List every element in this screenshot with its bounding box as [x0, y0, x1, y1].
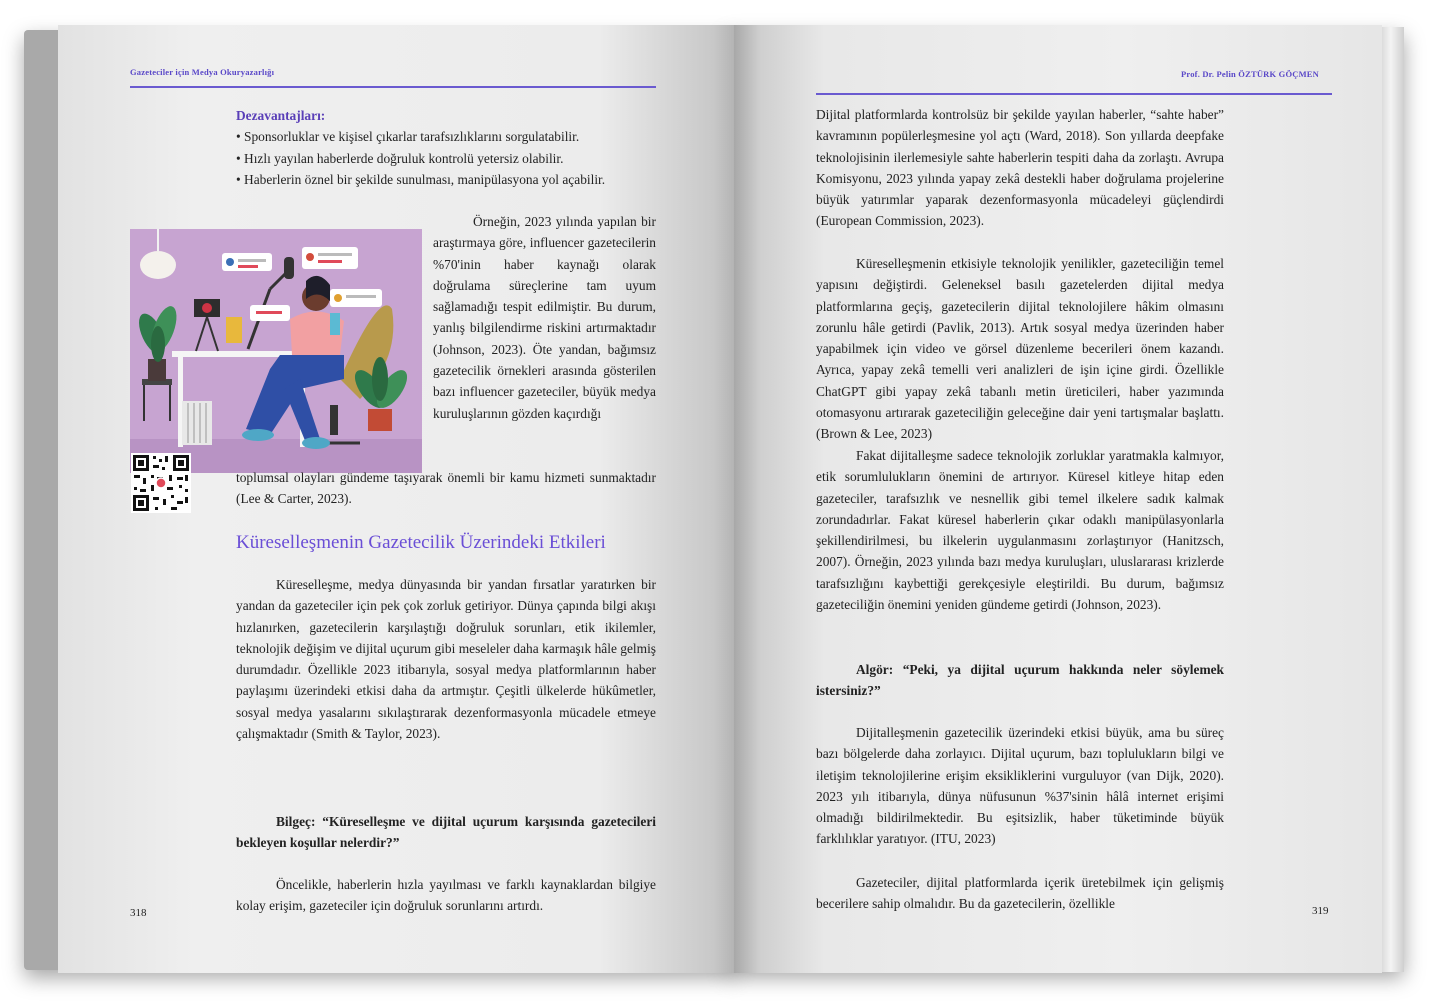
algor-text: Algör: “Peki, ya dijital uçurum hakkında neler söylemek istersiniz?” — [816, 662, 1224, 699]
bullet-2: • Hızlı yayılan haberlerde doğruluk kontrolü yetersiz olabilir. — [236, 150, 564, 166]
dezavantaj-title: Dezavantajları: — [236, 108, 326, 123]
wrap-paragraph-end — [236, 467, 656, 510]
right-header-rule — [816, 93, 1332, 95]
left-running-head: Gazeteciler için Medya Okuryazarlığı — [130, 67, 275, 77]
page-edge-right — [1382, 27, 1404, 972]
right-p2-text: Küreselleşmenin etkisiyle teknolojik yenilikler, gazeteciliğin temel yapısını değiştirdi. Geleneksel basılı gazetelerden dijital medya platformlarına geçiş, gazetecilerin dijital teknolojilere hâkim olmasını zorunlu hâle getirdi (Pavlik, 2013). Artık sosyal medya üzerinden haber yapabilmek için video ve görsel düzenleme becerileri önem kazandı. Ayrıca, yapay zekâ temelli veri analizleri de işin içine girdi. Özellikle ChatGPT gibi yapay zekâ tabanlı metin üreticileri, haber yazımında otomasyonu artırarak gazeteciliğin geleceğine dair yeni tartışmalar başlattı. (Brown & Lee, 2023) — [816, 256, 1224, 442]
qr-code-icon — [131, 453, 191, 513]
podcaster-illustration-icon — [130, 229, 422, 473]
bullet-3: • Haberlerin öznel bir şekilde sunulması, manipülasyona yol açabilir. — [236, 171, 606, 187]
influencer-illustration — [130, 229, 422, 473]
para-oncelikle-text: Öncelikle, haberlerin hızla yayılması ve farklı kaynaklardan bilgiye kolay erişim, gazeteciler için doğruluk sorunlarını artırdı. — [236, 877, 656, 914]
bullet-1: • Sponsorluklar ve kişisel çıkarlar tarafsızlıklarını sorgulatabilir. — [236, 129, 580, 145]
left-page — [58, 25, 734, 973]
right-p3-text: Fakat dijitalleşme sadece teknolojik zorluklar yaratmakla kalmıyor, etik sorumlulukların önemini de artırıyor. Küresel kitleye hitap eden gazeteciler, tarafsızlık ve nesnellik gibi temel ilkelere sadık kalmak zorundadırlar. Fakat küresel haberlerin çıkar odaklı manipülasyonlarla şekillendirilmesi, bu ilkelerin uygulanmasını zorlaştırıyor (Hanitzsch, 2007). Örneğin, 2023 yılında bazı medya kuruluşları, uluslararası krizlerde tarafsızlığını kaybettiği gerekçesiyle eleştirildi. Bu durum, bağımsız gazeteciliğin önemini yeniden gündeme getirdi (Johnson, 2023). — [816, 448, 1224, 613]
qr-code[interactable] — [131, 453, 191, 513]
right-p2 — [816, 253, 1224, 445]
para-kuresellesme-text: Küreselleşme, medya dünyasında bir yandan fırsatlar yaratırken bir yandan da gazeteciler için pek çok zorluk getiriyor. Dünya çapında bilgi akışı hızlanırken, gazetecilerin karşılaştığı doğruluk sorunları, etik ikilemler, teknolojik değişim ve dijital uçurum gibi meseleler daha karmaşık hâle gelmiş durumdadır. Özellikle 2023 itibarıyla, sosyal medya platformlarının haber paylaşımı üzerindeki etkisi daha da artmıştır. Çeşitli ülkelerde hükûmetler, sosyal medya yasalarını sıkılaştırarak dezenformasyonla mücadele etmeye çalışmaktadır (Smith & Taylor, 2023). — [236, 577, 656, 742]
para-kuresellesme — [236, 574, 656, 744]
right-page-number: 319 — [1312, 905, 1329, 917]
right-p4 — [816, 722, 1224, 850]
bilgec-question — [236, 811, 656, 854]
left-page-number: 318 — [130, 907, 147, 919]
section-heading: Küreselleşmenin Gazetecilik Üzerindeki Etkileri — [236, 532, 606, 553]
right-p5-text: Gazeteciler, dijital platformlarda içerik üretebilmek için gelişmiş becerilere sahip olmalıdır. Bu da gazetecilerin, özellikle — [816, 875, 1224, 912]
wrap-paragraph-end-text: toplumsal olayları gündeme taşıyarak önemli bir kamu hizmeti sunmaktadır (Lee & Carter, 2023). — [236, 470, 656, 507]
right-p1-text: Dijital platformlarda kontrolsüz bir şekilde yayılan haberler, “sahte haber” kavramının popülerleşmesine yol açtı (Ward, 2018). Son yıllarda deepfake teknolojisinin ilerlemesiyle sahte haberlerin tespiti daha da zorlaştı. Avrupa Komisyonu, 2023 yılında yapay zekâ destekli haber doğrulama projelerine büyük yatırımlar yaparak dezenformasyonla mücadeleyi güçlendirdi (European Commission, 2023). — [816, 107, 1224, 229]
dezavantaj-block — [236, 105, 656, 190]
right-p4-text: Dijitalleşmenin gazetecilik üzerindeki etkisi büyük, ama bu süreç bazı bölgelerde daha zorlayıcı. Dijital uçurum, bazı toplulukların bilgi ve iletişim teknolojilerine erişim eksikliklerini vurguluyor (van Dijk, 2020). 2023 yılı itibarıyla, dünya nüfusunun %37'sinin hâlâ internet erişimi olmadığı bildirilmektedir. Bu eşitsizlik, haber tüketiminde büyük farklılıklar yaratıyor. (ITU, 2023) — [816, 725, 1224, 847]
right-p3 — [816, 445, 1224, 615]
algor-question — [816, 659, 1224, 702]
right-p5 — [816, 872, 1224, 915]
left-header-rule — [130, 86, 656, 88]
wrap-paragraph-text: Örneğin, 2023 yılında yapılan bir araştırmaya göre, influencer gazetecilerin %70'inin haber kaynağı olarak doğrulama süreçlerine tam uyum sağlamadığı tespit edilmiştir. Bu durum, yanlış bilgilendirme riskini artırmaktadır (Johnson, 2023). Öte yandan, bağımsız gazetecilik örnekleri arasında gösterilen bazı influencer gazeteciler, büyük medya kuruluşlarının gözden kaçırdığı — [433, 214, 656, 421]
wrap-paragraph — [433, 211, 656, 424]
right-p1 — [816, 104, 1224, 232]
right-running-head: Prof. Dr. Pelin ÖZTÜRK GÖÇMEN — [1181, 69, 1320, 79]
right-page — [734, 25, 1382, 973]
bilgec-text: Bilgeç: “Küreselleşme ve dijital uçurum karşısında gazetecileri bekleyen koşullar nelerdir?” — [236, 814, 656, 851]
para-oncelikle — [236, 874, 656, 917]
